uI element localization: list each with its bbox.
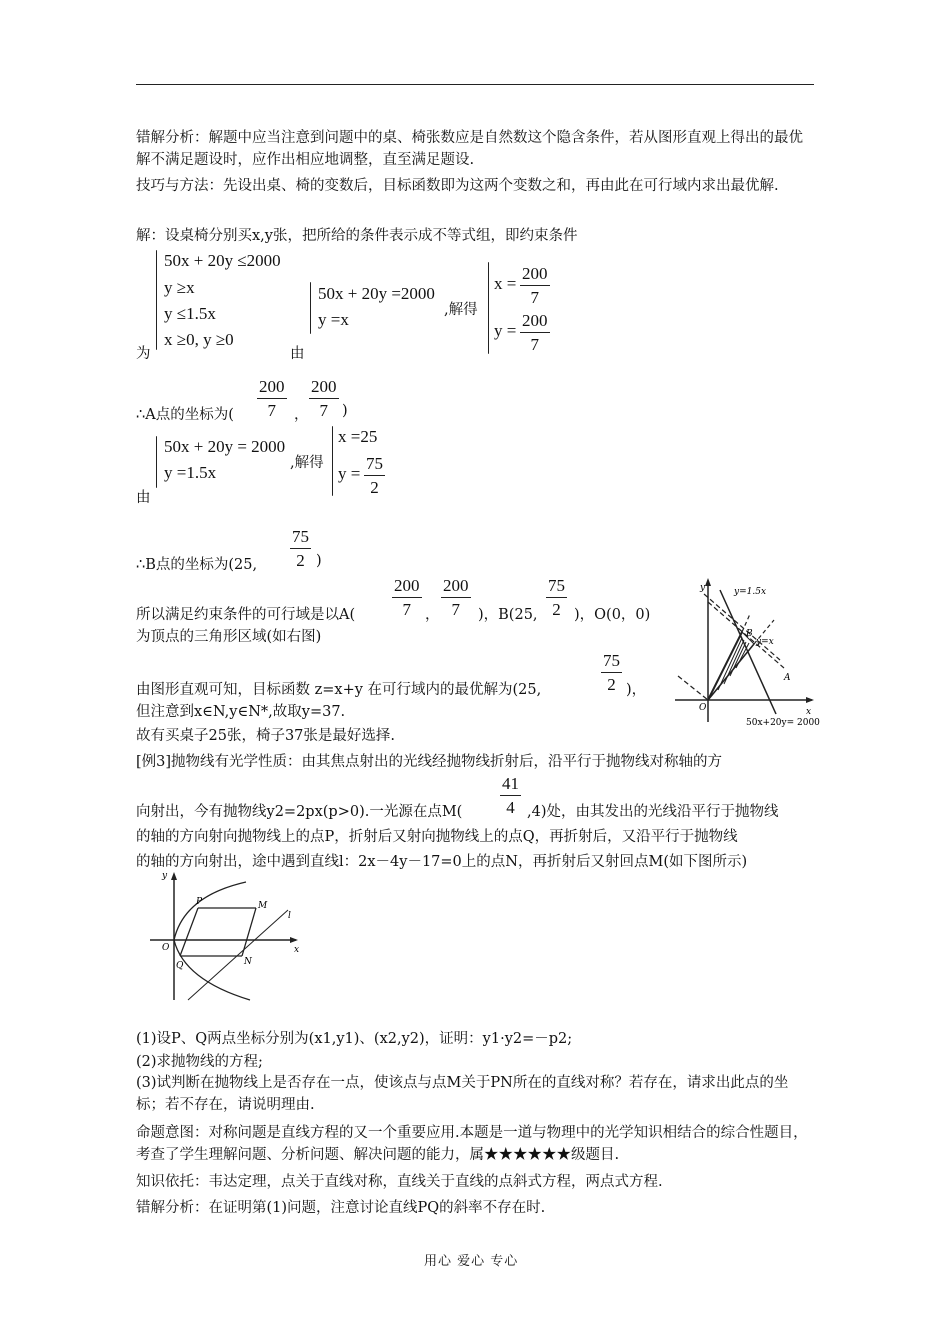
fig1-origin: O <box>699 703 707 713</box>
frac-200-7-b: $\frac{200}{7}$ <box>522 311 548 354</box>
question-1: (1)设P、Q两点坐标分别为(x1,y1)、(x2,y2)，证明：y1·y2=－p2; <box>136 1031 573 1047</box>
fig1-label-constraint: 50x+20y= 2000 <box>746 718 820 728</box>
fig2-line-l <box>188 910 288 1000</box>
sys1-eq1: 50x + 20y ≤2000 <box>164 251 281 270</box>
region-text-2: )，B(25, <box>478 607 538 623</box>
header-rule <box>136 84 814 85</box>
pointB-close: ) <box>316 553 322 569</box>
brace-sys1 <box>156 250 157 350</box>
fig2-label-l: l <box>288 911 291 921</box>
fig1-x-arrow <box>806 697 814 703</box>
sol3-y: y = <box>338 464 361 483</box>
fig2-label-P: P <box>196 897 203 907</box>
sol1-y: y = <box>494 321 517 340</box>
frac-region-ax: $\frac{200}{7}$ <box>394 576 420 619</box>
region-text-3: )，O(0，0) <box>574 607 651 623</box>
fig1-label-B: B <box>746 629 753 639</box>
frac-200-7-a: $\frac{200}{7}$ <box>522 264 548 307</box>
region-text-1: 所以满足约束条件的可行域是以A( <box>136 607 356 623</box>
sys1-eq4: x ≥0, y ≥0 <box>164 330 234 349</box>
fig1-label-1.5x: y=1.5x <box>734 587 767 597</box>
parabola-figure <box>146 870 306 1005</box>
fig1-label-A: A <box>784 673 791 683</box>
brace-sol3 <box>332 426 333 496</box>
sys1-eq2: y ≥x <box>164 278 195 297</box>
sys2-eq1: 50x + 20y =2000 <box>318 284 435 303</box>
fig1-x-label: x <box>806 707 812 717</box>
fig1-y-arrow <box>705 578 711 586</box>
fig1-y-label: y <box>700 583 706 593</box>
sys1-eq3: y ≤1.5x <box>164 304 216 323</box>
knowledge: 知识依托：韦达定理，点关于直线对称，直线关于直线的点斜式方程，两点式方程. <box>136 1174 663 1190</box>
technique: 技巧与方法：先设出桌、椅的变数后，目标函数即为这两个变数之和，再由此在可行域内求出最优解. <box>136 178 779 194</box>
frac-41-4: $\frac{41}{4}$ <box>502 774 519 817</box>
fig1-objective-3 <box>678 676 708 700</box>
fig2-label-N: N <box>244 957 252 967</box>
sol3-x: x =25 <box>338 427 378 446</box>
pointB-text: ∴B点的坐标为(25, <box>136 557 258 573</box>
pointA-close: ) <box>342 403 348 419</box>
solution-intro: 解：设桌椅分别买x,y张，把所给的条件表示成不等式组，即约束条件 <box>136 228 578 244</box>
opt-line-1: 由图形直观可知，目标函数 z=x+y 在可行域内的最优解为(25, <box>136 682 542 698</box>
question-2: (2)求抛物线的方程; <box>136 1054 263 1070</box>
error-analysis-2: 错解分析：在证明第(1)问题，注意讨论直线PQ的斜率不存在时. <box>136 1200 546 1216</box>
pointA-comma: ， <box>294 407 309 423</box>
frac-region-ay: $\frac{200}{7}$ <box>443 576 469 619</box>
opt-line-1-end: )， <box>626 682 647 698</box>
frac-B-y: $\frac{75}{2}$ <box>292 527 309 570</box>
example3-line-2a: 向射出，今有抛物线y2=2px(p>0).一光源在点M( <box>136 804 463 820</box>
label-wei: 为 <box>136 346 151 362</box>
frac-opt-y: $\frac{75}{2}$ <box>603 651 620 694</box>
frac-region-by: $\frac{75}{2}$ <box>548 576 565 619</box>
example3-line-4: 的轴的方向射出，途中遇到直线l：2x－4y－17=0上的点N，再折射后又射回点M(如下图所示) <box>136 854 748 870</box>
example3-line-2b: ,4)处，由其发出的光线沿平行于抛物线 <box>527 804 779 820</box>
fig2-x-arrow <box>290 937 298 943</box>
sys3-eq1: 50x + 20y = 2000 <box>164 437 286 456</box>
label-you-2: 由 <box>136 490 151 506</box>
fig2-label-M: M <box>258 901 268 911</box>
fig2-ray-PQ <box>180 908 198 956</box>
error-analysis-1: 错解分析：解题中应当注意到问题中的桌、椅张数应是自然数这个隐含条件，若从图形直观上得出的最优解不满足题设时，应作出相应地调整，直至满足题设. <box>136 130 803 168</box>
region-text-4: 为顶点的三角形区域(如右图) <box>136 629 322 645</box>
intent: 命题意图：对称问题是直线方程的又一个重要应用.本题是一道与物理中的光学知识相结合的综合性题目，考查了学生理解问题、分析问题、解决问题的能力，属★★★★★★级题目. <box>136 1125 808 1163</box>
opt-line-3: 故有买桌子25张，椅子37张是最好选择. <box>136 728 396 744</box>
opt-line-2: 但注意到x∈N,y∈N*,故取y=37. <box>136 704 346 720</box>
region-comma: ， <box>425 607 440 623</box>
brace-sol1 <box>488 262 489 354</box>
fig2-y-arrow <box>171 872 177 880</box>
pointA-text: ∴A点的坐标为( <box>136 407 234 423</box>
question-3: (3)试判断在抛物线上是否存在一点，使该点与点M关于PN所在的直线对称？若存在，请求出此点的坐标；若不存在，请说明理由. <box>136 1075 789 1113</box>
brace-sys2 <box>310 282 311 334</box>
frac-75-2-a: $\frac{75}{2}$ <box>366 454 383 497</box>
fig2-x-label: x <box>294 945 300 955</box>
brace-sys3 <box>156 436 157 488</box>
frac-A-x: $\frac{200}{7}$ <box>259 377 285 420</box>
fig2-origin: O <box>162 943 170 953</box>
fig1-feasible-region <box>708 632 754 700</box>
fig2-label-Q: Q <box>176 961 184 971</box>
sys2-eq2: y =x <box>318 310 349 329</box>
jiede-2: ,解得 <box>290 455 324 471</box>
fig1-label-yx: y=x <box>756 637 774 647</box>
example3-line-3: 的轴的方向射向抛物线上的点P，折射后又射向抛物线上的点Q，再折射后，又沿平行于抛物线 <box>136 829 738 845</box>
sys3-eq2: y =1.5x <box>164 463 217 482</box>
fig2-ray-NM <box>242 908 256 956</box>
page-footer: 用心 爱心 专心 <box>424 1254 519 1269</box>
fig2-y-label: y <box>162 871 168 881</box>
jiede-1: ,解得 <box>444 302 478 318</box>
feasible-region-figure <box>670 572 820 732</box>
sol1-x: x = <box>494 274 517 293</box>
frac-A-y: $\frac{200}{7}$ <box>311 377 337 420</box>
example3-line-1: [例3]抛物线有光学性质：由其焦点射出的光线经抛物线折射后，沿平行于抛物线对称轴的方 <box>136 754 723 770</box>
label-you-1: 由 <box>290 346 305 362</box>
